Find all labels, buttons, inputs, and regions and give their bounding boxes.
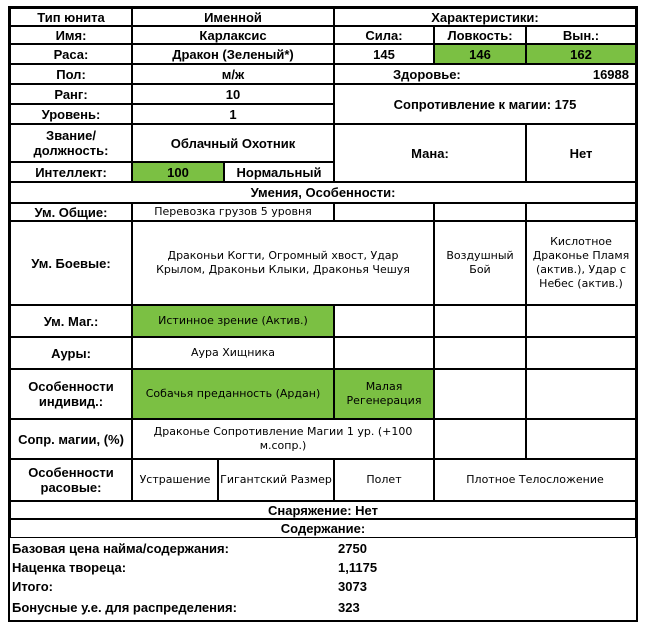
individual-feature-empty <box>526 369 636 419</box>
health-row <box>334 64 636 84</box>
intellect-label: Интеллект: <box>10 162 132 182</box>
racial-feature-2: Гигантский Размер <box>218 459 334 501</box>
markup-value: 1,1175 <box>338 560 378 575</box>
general-skill-empty <box>434 203 526 221</box>
markup-label: Наценка твореца: <box>12 560 127 575</box>
combat-skill-2: Воздушный Бой <box>434 221 526 305</box>
auras-label: Ауры: <box>10 337 132 369</box>
racial-features-label: Особенности расовые: <box>10 459 132 501</box>
magic-resistance-empty <box>526 419 636 459</box>
strength-value: 145 <box>334 44 434 64</box>
magic-skill-1: Истинное зрение (Актив.) <box>132 305 334 337</box>
endurance-label: Вын.: <box>526 26 636 44</box>
mana-label: Мана: <box>334 124 526 182</box>
magic-skills-label: Ум. Маг.: <box>10 305 132 337</box>
racial-feature-3: Полет <box>334 459 434 501</box>
magic-resistance-empty <box>434 419 526 459</box>
aura-empty <box>434 337 526 369</box>
agility-label: Ловкость: <box>434 26 526 44</box>
equipment-row: Снаряжение: Нет <box>10 501 636 519</box>
unit-type-value: Именной <box>132 8 334 26</box>
health-value: 16988 <box>592 67 629 82</box>
title-label: Звание/ должность: <box>10 124 132 162</box>
agility-value: 146 <box>434 44 526 64</box>
individual-features-label: Особенности индивид.: <box>10 369 132 419</box>
sex-label: Пол: <box>10 64 132 84</box>
magic-resistance-label: Сопр. магии, (%) <box>10 419 132 459</box>
magic-skill-empty <box>334 305 434 337</box>
race-value: Дракон (Зеленый*) <box>132 44 334 64</box>
level-value: 1 <box>132 104 334 124</box>
mana-value: Нет <box>526 124 636 182</box>
individual-feature-1: Собачья преданность (Ардан) <box>132 369 334 419</box>
characteristics-header: Характеристики: <box>334 8 636 26</box>
aura-1: Аура Хищника <box>132 337 334 369</box>
strength-label: Сила: <box>334 26 434 44</box>
aura-empty <box>334 337 434 369</box>
intellect-value: 100 <box>132 162 224 182</box>
race-label: Раса: <box>10 44 132 64</box>
unit-sheet <box>8 6 638 622</box>
total-label: Итого: <box>12 579 53 594</box>
endurance-value: 162 <box>526 44 636 64</box>
title-value: Облачный Охотник <box>132 124 334 162</box>
magic-skill-empty <box>434 305 526 337</box>
health-label: Здоровье: <box>393 67 461 82</box>
combat-skill-3: Кислотное Драконье Пламя (актив.), Удар с Небес (актив.) <box>526 221 636 305</box>
sex-value: м/ж <box>132 64 334 84</box>
rank-label: Ранг: <box>10 84 132 104</box>
base-price-label: Базовая цена найма/содержания: <box>12 541 229 556</box>
bonus-label: Бонусные у.е. для распределения: <box>12 600 237 615</box>
general-skill-empty <box>334 203 434 221</box>
rank-value: 10 <box>132 84 334 104</box>
individual-feature-empty <box>434 369 526 419</box>
aura-empty <box>526 337 636 369</box>
magic-resistance: Сопротивление к магии: 175 <box>334 84 636 124</box>
magic-resistance-1: Драконье Сопротивление Магии 1 ур. (+100 м.сопр.) <box>132 419 434 459</box>
skills-header: Умения, Особенности: <box>10 182 636 203</box>
name-value: Карлаксис <box>132 26 334 44</box>
combat-skill-1: Драконьи Когти, Огромный хвост, Удар Крылом, Драконьи Клыки, Драконья Чешуя <box>132 221 434 305</box>
upkeep-header: Содержание: <box>10 519 636 538</box>
unit-type-label: Тип юнита <box>10 8 132 26</box>
bonus-value: 323 <box>338 600 360 615</box>
total-value: 3073 <box>338 579 367 594</box>
magic-skill-empty <box>526 305 636 337</box>
racial-feature-1: Устрашение <box>132 459 218 501</box>
base-price-value: 2750 <box>338 541 367 556</box>
combat-skills-label: Ум. Боевые: <box>10 221 132 305</box>
general-skills-label: Ум. Общие: <box>10 203 132 221</box>
level-label: Уровень: <box>10 104 132 124</box>
general-skill-1: Перевозка грузов 5 уровня <box>132 203 334 221</box>
general-skill-empty <box>526 203 636 221</box>
individual-feature-2: Малая Регенерация <box>334 369 434 419</box>
racial-feature-4: Плотное Телосложение <box>434 459 636 501</box>
intellect-grade: Нормальный <box>224 162 334 182</box>
name-label: Имя: <box>10 26 132 44</box>
